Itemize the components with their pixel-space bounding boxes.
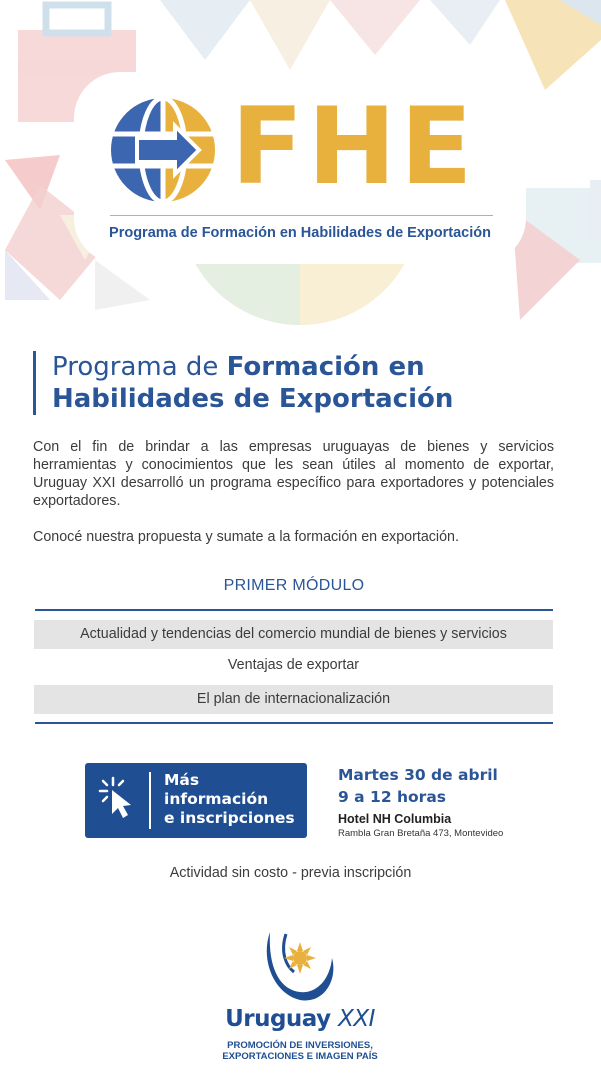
uruguay-xxi-logo <box>222 928 378 1073</box>
title-line-1 <box>52 351 573 383</box>
cta-line-3: e inscripciones <box>164 809 295 827</box>
module-item: Actualidad y tendencias del comercio mundial de bienes y servicios <box>34 620 553 649</box>
cursor-click-icon <box>97 776 141 822</box>
module-rule-bottom <box>35 722 553 724</box>
event-venue: Hotel NH Columbia <box>338 812 452 826</box>
title-part-bold: Formación en <box>226 352 425 382</box>
tagline-line-1: PROMOCIÓN DE INVERSIONES, <box>227 1040 373 1051</box>
logo-divider <box>110 215 493 216</box>
brand-name <box>225 1006 375 1032</box>
page-title <box>33 351 573 415</box>
sun-emblem-icon <box>262 928 338 1004</box>
intro-paragraph: Con el fin de brindar a las empresas uruguayas de bienes y servicios herramientas y conocimientos que les sean útiles al momento de exportar, Uruguay XXI desarrolló un programa específico para exportadores y potenciales exportadores. <box>33 439 554 509</box>
free-activity-note: Actividad sin costo - previa inscripción <box>169 865 412 881</box>
title-line-2 <box>52 383 573 415</box>
brand-tagline <box>215 1040 385 1062</box>
module-heading: PRIMER MÓDULO <box>223 577 365 594</box>
brand-suffix: XXI <box>338 1006 375 1032</box>
cta-line-1: Más <box>164 771 200 789</box>
module-item: Ventajas de exportar <box>227 657 360 673</box>
event-address: Rambla Gran Bretaña 473, Montevideo <box>338 828 504 839</box>
more-info-button[interactable] <box>85 763 307 838</box>
cta-label <box>164 771 304 828</box>
cta-divider <box>149 772 151 829</box>
brand-word: Uruguay <box>225 1006 331 1032</box>
logo-subtitle: Programa de Formación en Habilidades de Exportación <box>109 225 491 241</box>
module-rule-top <box>35 609 553 611</box>
fhe-logo-card <box>74 72 526 264</box>
title-line-2-text: Habilidades de Exportación <box>52 384 454 414</box>
event-details <box>338 765 578 840</box>
tagline-line-2: EXPORTACIONES E IMAGEN PAÍS <box>222 1051 378 1062</box>
invite-paragraph: Conocé nuestra propuesta y sumate a la formación en exportación. <box>33 529 459 545</box>
fhe-wordmark: FHE <box>231 85 477 208</box>
globe-arrow-icon <box>107 94 219 206</box>
hero-banner <box>0 0 601 330</box>
event-time: 9 a 12 horas <box>338 788 447 806</box>
module-item: El plan de internacionalización <box>34 685 553 714</box>
title-part-light: Programa de <box>52 352 227 382</box>
event-date: Martes 30 de abril <box>338 766 498 784</box>
cta-line-2: información <box>164 790 269 808</box>
